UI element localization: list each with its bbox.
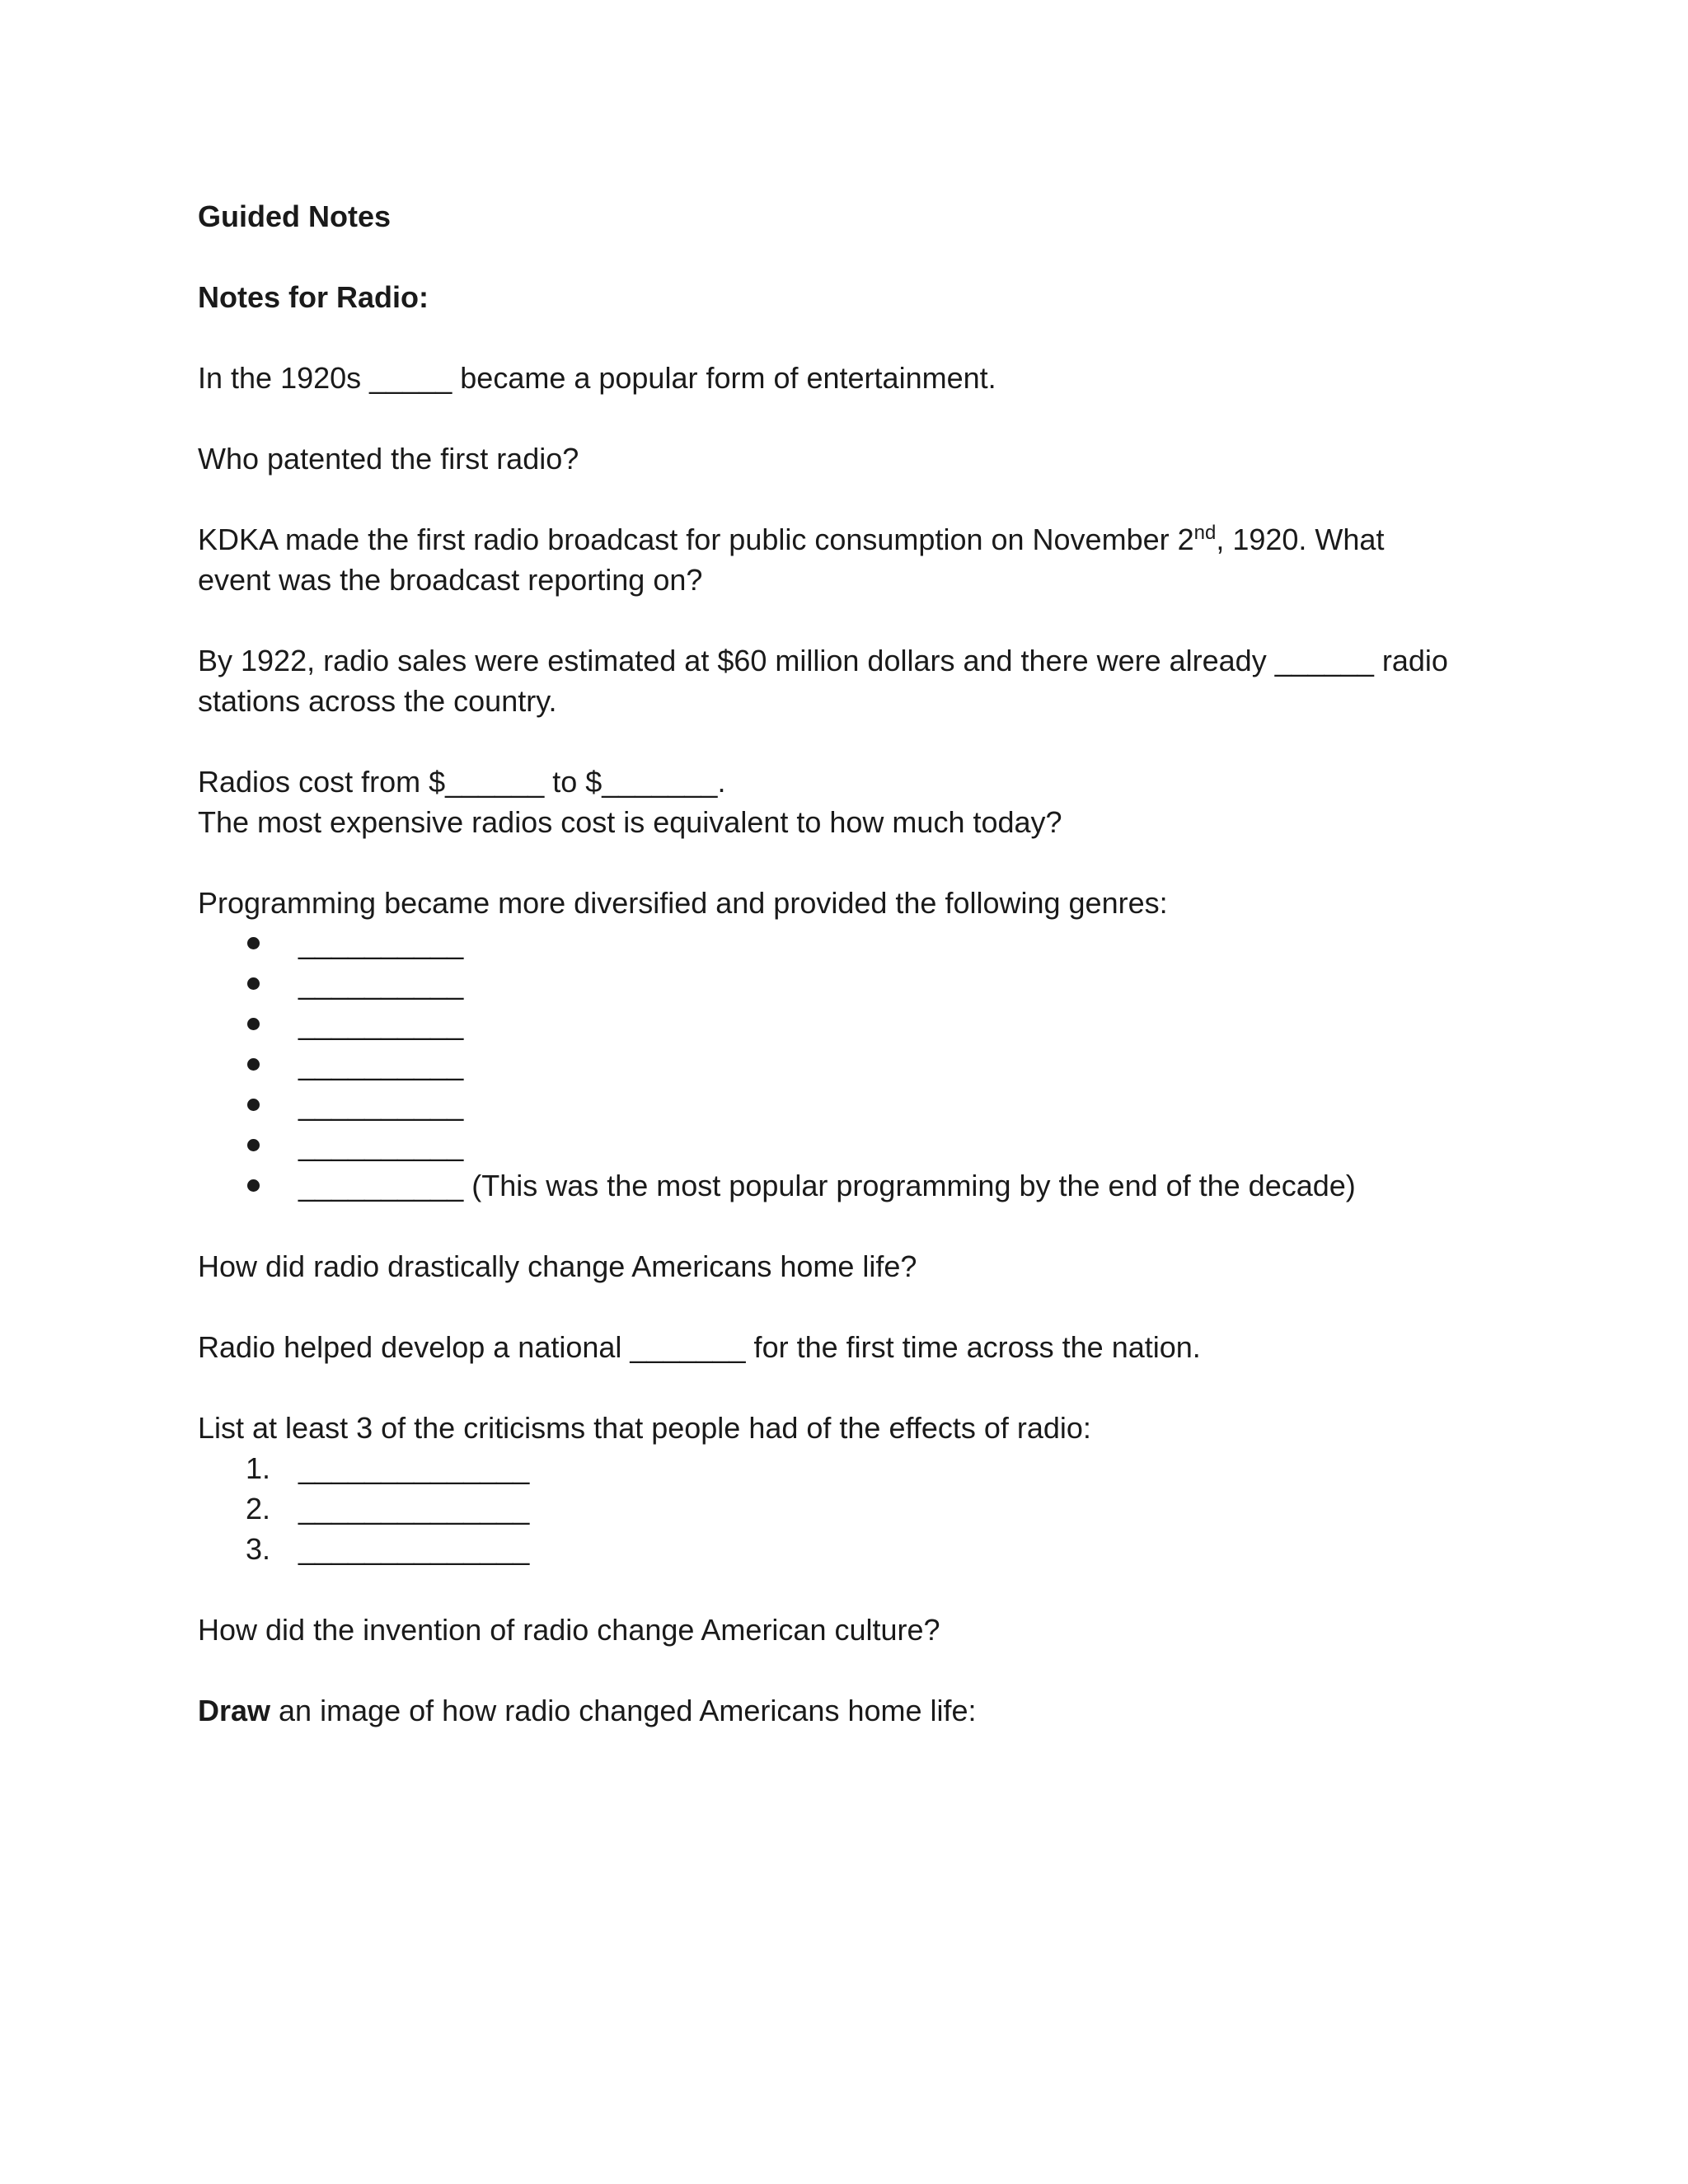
criticism-item	[198, 1529, 1508, 1569]
genre-item	[198, 923, 1508, 963]
question-radio-sales-line1: By 1922, radio sales were estimated at $60 million dollars and there were already ______ radio	[198, 644, 1448, 677]
genre-blank: __________	[298, 1007, 464, 1041]
question-home-life-change: How did radio drastically change Americans home life?	[198, 1249, 917, 1283]
bullet-icon	[247, 1058, 260, 1071]
question-criticisms-prompt: List at least 3 of the criticisms that people had of the effects of radio:	[198, 1411, 1091, 1445]
genre-item	[198, 963, 1508, 1004]
criticism-blank: ______________	[298, 1451, 530, 1485]
genre-blank: __________	[298, 1128, 464, 1162]
draw-instruction-text: an image of how radio changed Americans home life:	[270, 1694, 977, 1727]
question-american-culture: How did the invention of radio change American culture?	[198, 1613, 940, 1647]
bullet-icon	[247, 1179, 260, 1192]
section-heading: Notes for Radio:	[198, 280, 429, 314]
question-radio-sales-line2: stations across the country.	[198, 684, 557, 718]
bullet-icon	[247, 1018, 260, 1030]
question-kdka-line2: event was the broadcast reporting on?	[198, 563, 703, 597]
question-expensive-equivalent: The most expensive radios cost is equivalent to how much today?	[198, 805, 1062, 839]
question-popular-entertainment: In the 1920s _____ became a popular form of entertainment.	[198, 361, 996, 395]
genres-list	[198, 923, 1508, 1206]
kdka-text-before: KDKA made the first radio broadcast for public consumption on November 2	[198, 523, 1194, 556]
criticism-number: 2.	[246, 1492, 271, 1526]
question-patent: Who patented the first radio?	[198, 442, 579, 476]
bullet-icon	[247, 937, 260, 949]
genre-blank: __________	[298, 1047, 464, 1081]
criticisms-list	[198, 1448, 1508, 1569]
kdka-text-after: , 1920. What	[1216, 523, 1385, 556]
bullet-icon	[247, 977, 260, 990]
criticism-number: 3.	[246, 1532, 271, 1566]
bullet-icon	[247, 1099, 260, 1111]
criticism-item	[198, 1448, 1508, 1488]
genre-blank: __________	[298, 1088, 464, 1122]
genre-item	[198, 1044, 1508, 1085]
draw-instruction	[198, 1690, 1508, 1731]
page-title: Guided Notes	[198, 199, 392, 233]
worksheet-page	[198, 196, 1508, 1731]
question-programming-prompt: Programming became more diversified and provided the following genres:	[198, 886, 1168, 920]
criticism-item	[198, 1488, 1508, 1529]
criticism-number: 1.	[246, 1451, 271, 1485]
criticism-blank: ______________	[298, 1532, 530, 1566]
genre-item	[198, 1085, 1508, 1125]
genre-item-most-popular	[198, 1165, 1508, 1206]
draw-keyword: Draw	[198, 1694, 271, 1727]
genre-blank: __________	[298, 967, 464, 1001]
genre-blank: __________ (This was the most popular programming by the end of the decade)	[298, 1169, 1356, 1202]
genre-item	[198, 1004, 1508, 1044]
genre-item	[198, 1125, 1508, 1165]
genre-blank: __________	[298, 926, 464, 960]
ordinal-suffix: nd	[1193, 522, 1217, 544]
bullet-icon	[247, 1139, 260, 1151]
criticism-blank: ______________	[298, 1492, 530, 1526]
question-national-culture: Radio helped develop a national _______ for the first time across the nation.	[198, 1330, 1201, 1364]
question-kdka-line1	[198, 519, 1508, 560]
question-radio-cost: Radios cost from $______ to $_______.	[198, 765, 726, 799]
